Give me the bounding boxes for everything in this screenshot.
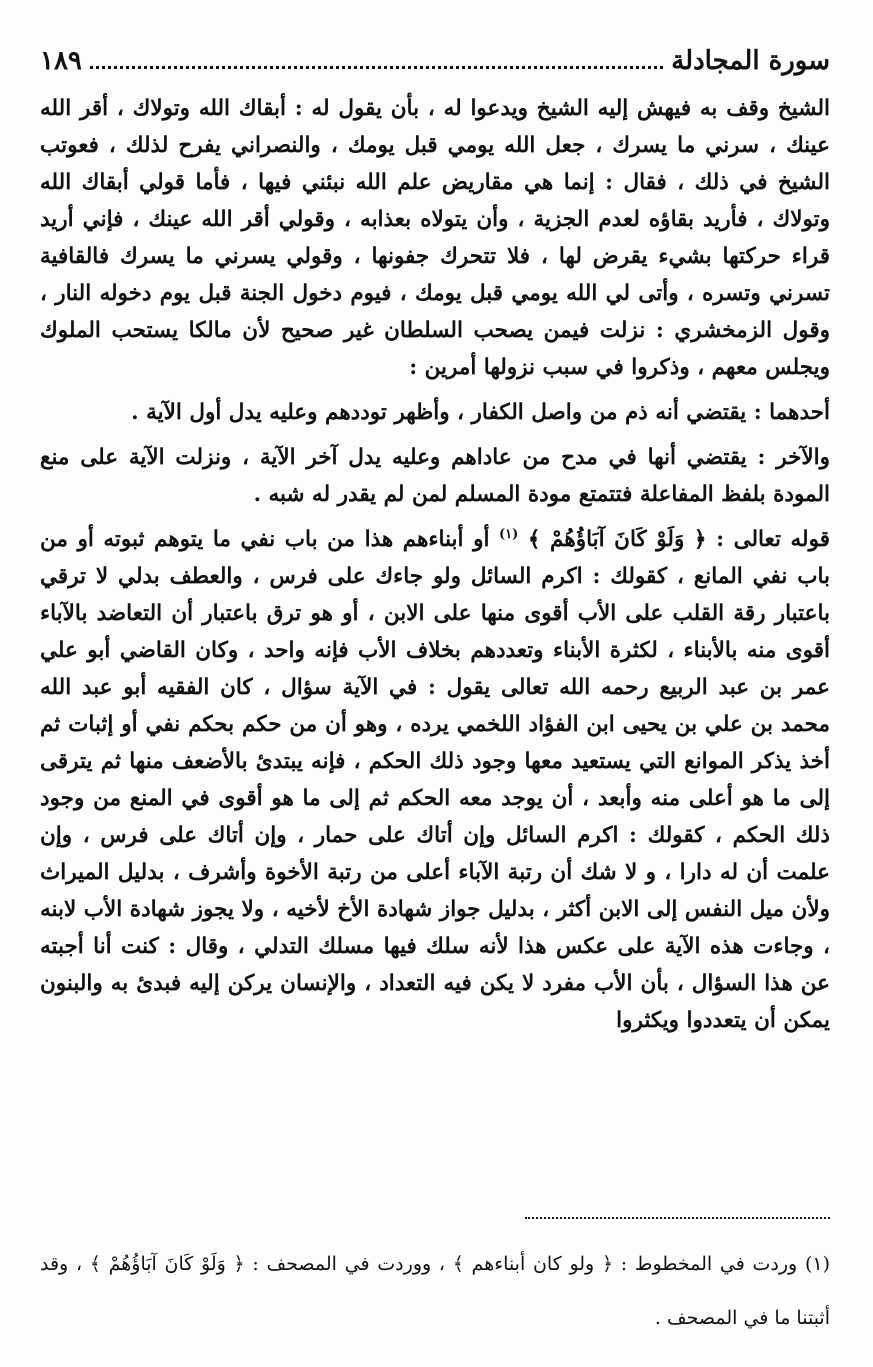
footnote-text-1: وردت في المخطوط : [613,1253,798,1275]
footnote-number: (١) [804,1253,831,1275]
page-number: ١٨٩ [40,46,82,76]
commentary-text: أو أبناءهم هذا من باب نفي ما يتوهم ثبوته أو من باب نفي المانع ، كقولك : اكرم السائل ولو جاءك على فرس ، والعطف بدلي لا ترقي باعتبار رقة القلب على الأب أقوى منها على الابن ، أو هو ترق باعتبار أن التعاضد بالآباء أقوى منه بالأبناء ، لكثرة الأبناء وتعددهم بخلاف الأب فإنه واحد ، وكان القاضي أبو علي عمر بن عبد الربيع رحمه الله تعالى يقول : في الآية سؤال ، كان الفقيه أبو عبد الله محمد بن علي بن يحيى ابن الفؤاد اللخمي يرده ، وهو أن من حكم بحكم نفي أو إثبات ثم أخذ يذكر الموانع التي يستعيد معها وجود ذلك الحكم ، فإنه يبتدئ بالأضعف منها ثم يترقى إلى ما هو أعلى منه وأبعد ، أن يوجد معه الحكم ثم إلى ما هو أقوى في المنع من وجود ذلك الحكم ، كقولك : اكرم السائل وإن أتاك على حمار ، وإن أتاك على فرس ، وإن علمت أن له دارا ، و لا شك أن رتبة الآباء أعلى من رتبة الأخوة وأشرف ، بدليل الميراث ولأن ميل النفس إلى الابن أكثر ، بدليل جواز شهادة الأخ لأخيه ، ولا يجوز شهادة الأب لابنه ، وجاءت هذه الآية على عكس هذا لأنه سلك فيها مسلك التدلي ، وقال : كنت أنا أجبته عن هذا السؤال ، بأن الأب مفرد لا يكن فيه التعداد ، والإنسان يركن إليه فبدئ به والبنون يمكن أن يتعددوا ويكثروا [40,527,830,1033]
page [40,46,830,1039]
surah-title: سورة المجادلة [671,46,830,76]
quran-quote: ﴿ وَلَوْ كَانَ آبَاؤُهُمْ ﴾ [527,527,707,552]
footnotes [40,1217,830,1345]
footnote-1 [40,1237,830,1345]
running-header [40,46,830,90]
paragraph-4 [40,521,830,1039]
footnote-text-2: ، ووردت في المصحف : [244,1253,453,1275]
footnote-text-3: ، وقد أثبتنا ما في المصحف . [40,1253,830,1329]
paragraph-3: والآخر : يقتضي أنها في مدح من عاداهم وعليه يدل آخر الآية ، ونزلت الآية على منع المودة بلفظ المفاعلة فتتمتع مودة المسلم لمن لم يقدر له شبه . [40,445,830,507]
header-leader-dots [90,66,663,69]
paragraph-2: أحدهما : يقتضي أنه ذم من واصل الكفار ، وأظهر توددهم وعليه يدل أول الآية . [131,400,830,425]
footnote-separator [525,1217,830,1219]
verse-intro: قوله تعالى : [706,527,830,552]
manuscript-quote: ﴿ ولو كان أبناءهم ﴾ [452,1253,614,1275]
paragraph-1: الشيخ وقف به فيهش إليه الشيخ ويدعوا له ، بأن يقول له : أبقاك الله وتولاك ، أقر الله عينك ، سرني ما يسرك ، جعل الله يومي قبل يومك ، والنصراني يفرح لذلك ، فعوتب الشيخ في ذلك ، فقال : إنما هي مقاريض علم الله نبئني فيها ، فأما قولي أبقاك الله وتولاك ، فأريد بقاؤه لعدم الجزية ، وأن يتولاه بعذابه ، وقولي أقر الله عينك ، فإني أريد قراء حركتها بشيء يقرض لها ، فلا تتحرك جفونها ، وقولي يسرني ما يسرك فالقافية تسرني وتسره ، وأتى لي الله يومي قبل يومك ، فيوم دخول الجنة قبل يوم دخوله النار ، وقول الزمخشري : نزلت فيمن يصحب السلطان غير صحيح لأن مالكا يستحب الملوك ويجلس معهم ، وذكروا في سبب نزولها أمرين : [40,96,830,380]
footnote-reference[interactable]: (١) [499,526,519,542]
mushaf-quote: ﴿ وَلَوْ كَانَ آبَاؤُهُمْ ﴾ [89,1253,245,1275]
